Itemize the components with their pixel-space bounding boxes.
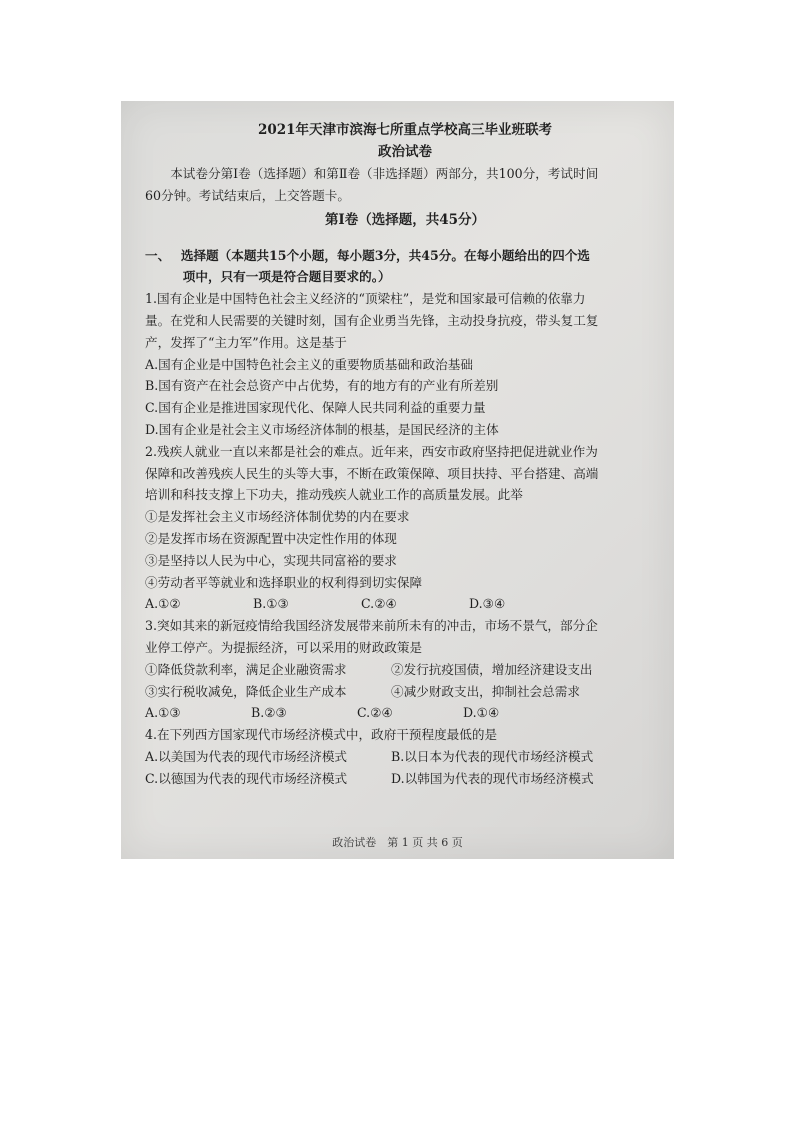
q4-option-a: A.以美国为代表的现代市场经济模式 — [145, 748, 348, 764]
q3-item-3: ③实行税收减免，降低企业生产成本 — [145, 683, 347, 699]
q2-item-1: ①是发挥社会主义市场经济体制优势的内在要求 — [145, 509, 410, 525]
q3-choice-d: D.①④ — [463, 705, 500, 721]
q2-item-4: ④劳动者平等就业和选择职业的权利得到切实保障 — [145, 574, 423, 590]
intro-line-1: 本试卷分第Ⅰ卷（选择题）和第Ⅱ卷（非选择题）两部分，共100分，考试时间 — [170, 166, 599, 181]
q2-item-3: ③是坚持以人民为中心，实现共同富裕的要求 — [145, 552, 397, 568]
q2-stem-line-3: 培训和科技支撑上下功夫，推动残疾人就业工作的高质量发展。此举 — [145, 487, 523, 503]
q3-stem-line-2: 业停工停产。为提振经济，可以采用的财政政策是 — [145, 639, 423, 655]
q4-option-c: C.以德国为代表的现代市场经济模式 — [145, 770, 348, 786]
page-footer: 政治试卷 第 1 页 共 6 页 — [332, 836, 463, 849]
q1-option-c: C.国有企业是推进国家现代化、保障人民共同利益的重要力量 — [145, 400, 486, 416]
q1-stem-line-1: 1.国有企业是中国特色社会主义经济的“顶梁柱”，是党和国家最可信赖的依靠力 — [145, 291, 586, 307]
q1-option-b: B.国有资产在社会总资产中占优势，有的地方有的产业有所差别 — [145, 378, 499, 394]
q3-items-row-1 — [145, 659, 665, 681]
q3-choices — [145, 702, 665, 724]
q2-choice-a: A.①② — [145, 596, 181, 612]
q2-choice-b: B.①③ — [253, 596, 289, 612]
q2-choice-d: D.③④ — [469, 596, 506, 612]
part-heading-line-2: 项中，只有一项是符合题目要求的。） — [182, 269, 391, 285]
exam-title: 2021年天津市滨海七所重点学校高三毕业班联考 — [257, 122, 553, 138]
q2-stem-line-2: 保障和改善残疾人民生的头等大事，不断在政策保障、项目扶持、平台搭建、高端 — [145, 465, 599, 481]
exam-subtitle: 政治试卷 — [378, 144, 432, 160]
q2-item-2: ②是发挥市场在资源配置中决定性作用的体现 — [145, 530, 397, 546]
q3-item-1: ①降低贷款利率，满足企业融资需求 — [145, 661, 347, 677]
q3-item-4: ④减少财政支出，抑制社会总需求 — [391, 683, 580, 699]
q3-items-row-2 — [145, 681, 665, 703]
q3-stem-line-1: 3.突如其来的新冠疫情给我国经济发展带来前所未有的冲击，市场不景气，部分企 — [145, 618, 598, 634]
q2-stem-line-1: 2.残疾人就业一直以来都是社会的难点。近年来，西安市政府坚持把促进就业作为 — [145, 443, 598, 459]
q2-choice-c: C.②④ — [361, 596, 397, 612]
exam-page-photo — [121, 101, 674, 859]
q1-option-a: A.国有企业是中国特色社会主义的重要物质基础和政治基础 — [145, 356, 473, 372]
q4-options-row-1 — [145, 746, 665, 768]
q3-item-2: ②发行抗疫国债，增加经济建设支出 — [391, 661, 593, 677]
q4-option-b: B.以日本为代表的现代市场经济模式 — [391, 748, 594, 764]
q1-option-d: D.国有企业是社会主义市场经济体制的根基，是国民经济的主体 — [145, 421, 499, 437]
q4-stem: 4.在下列西方国家现代市场经济模式中，政府干预程度最低的是 — [145, 727, 498, 743]
q4-option-d: D.以韩国为代表的现代市场经济模式 — [391, 770, 594, 786]
q3-choice-b: B.②③ — [251, 705, 287, 721]
q4-options-row-2 — [145, 768, 665, 790]
q2-choices — [145, 593, 665, 615]
exam-sheet — [145, 119, 665, 790]
q3-choice-c: C.②④ — [357, 705, 393, 721]
intro-line-2: 60分钟。考试结束后，上交答题卡。 — [145, 187, 350, 203]
q1-stem-line-2: 量。在党和人民需要的关键时刻，国有企业勇当先锋，主动投身抗疫，带头复工复 — [145, 312, 599, 328]
section-title: 第Ⅰ卷（选择题，共45分） — [324, 211, 486, 228]
q1-stem-line-3: 产，发挥了“主力军”作用。这是基于 — [145, 334, 347, 350]
q3-choice-a: A.①③ — [145, 705, 181, 721]
part-heading-line-1: 一、 选择题（本题共15个小题，每小题3分，共45分。在每小题给出的四个选 — [145, 247, 590, 263]
